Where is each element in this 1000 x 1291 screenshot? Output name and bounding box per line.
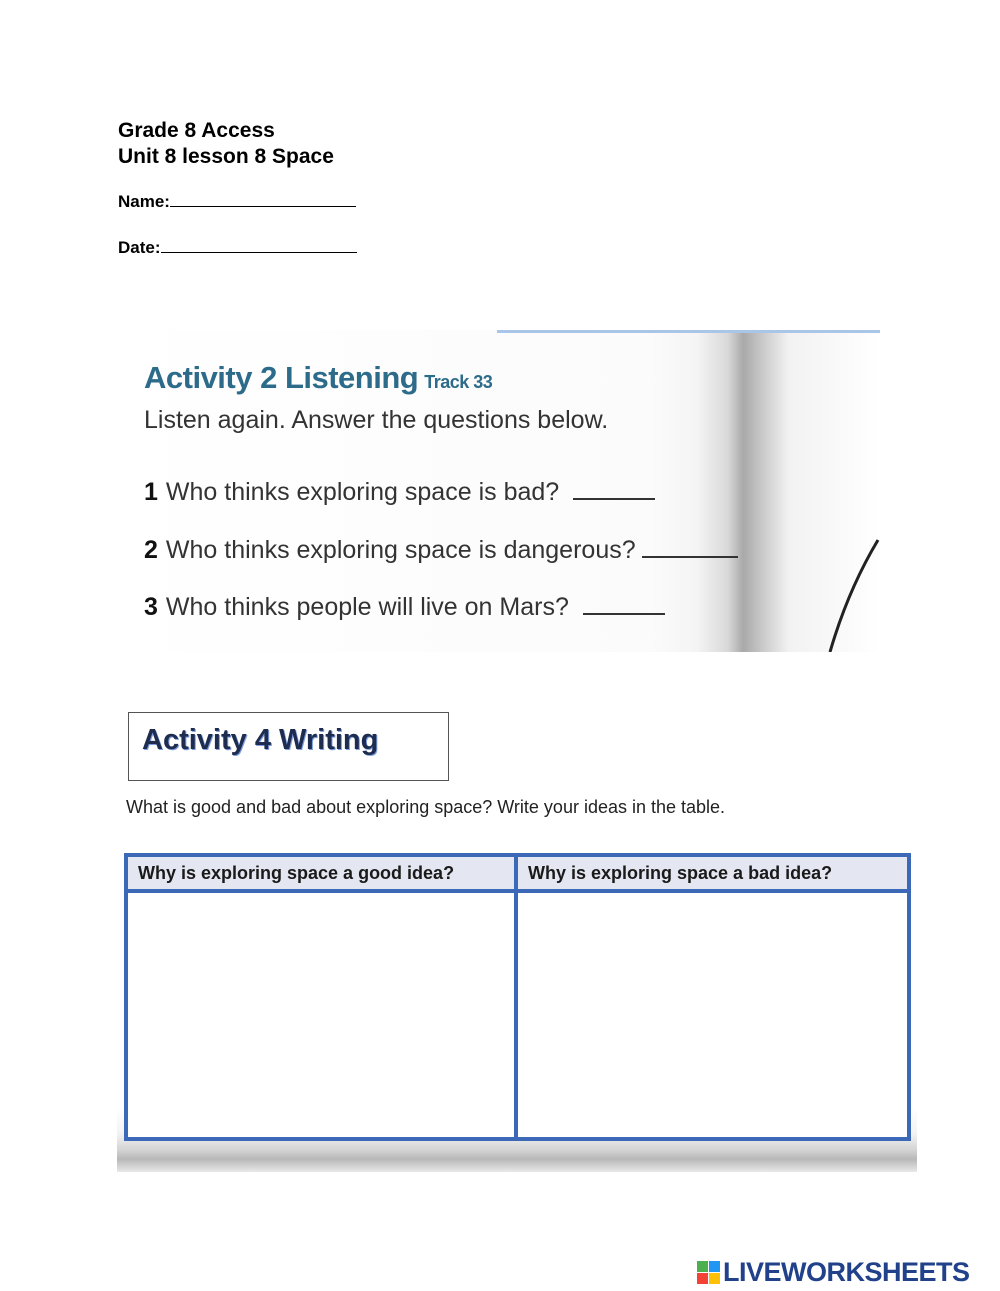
logo-text: LIVEWORKSHEETS [723,1256,970,1287]
decorative-arc [820,530,880,652]
question-2: 2 Who thinks exploring space is dangerous? [144,536,738,565]
answer-blank-1[interactable] [573,480,655,500]
activity4-scan [117,850,917,1172]
name-field[interactable] [118,192,356,212]
col-bad-header: Why is exploring space a bad idea? [528,863,833,883]
worksheet-grade: Grade 8 Access [118,119,275,142]
activity4-title: Activity 4 Writing [142,724,379,756]
name-line[interactable] [170,192,356,207]
liveworksheets-logo [697,1258,970,1286]
date-field[interactable] [118,238,357,258]
activity2-title: Activity 2 Listening Track 33 [144,360,493,395]
question-1: 1 Who thinks exploring space is bad? [144,478,655,507]
activity4-instruction: What is good and bad about exploring space? Write your ideas in the table. [126,797,726,817]
answer-blank-2[interactable] [642,538,738,558]
question-3: 3 Who thinks people will live on Mars? [144,593,665,622]
answer-blank-3[interactable] [583,595,665,615]
good-ideas-cell[interactable] [128,893,514,1137]
scan-rule [497,330,880,333]
activity4-title-box [128,712,449,781]
date-line[interactable] [161,238,357,253]
track-number: Track 33 [424,372,493,392]
date-label: Date: [118,238,161,257]
bad-ideas-cell[interactable] [518,893,907,1137]
name-label: Name: [118,192,170,211]
worksheet-unit: Unit 8 lesson 8 Space [118,145,334,168]
activity2-scan [120,330,880,652]
logo-blocks-icon [697,1261,720,1284]
ideas-table [124,853,911,1141]
activity2-instruction: Listen again. Answer the questions below. [144,406,609,434]
col-good-header: Why is exploring space a good idea? [138,863,455,883]
